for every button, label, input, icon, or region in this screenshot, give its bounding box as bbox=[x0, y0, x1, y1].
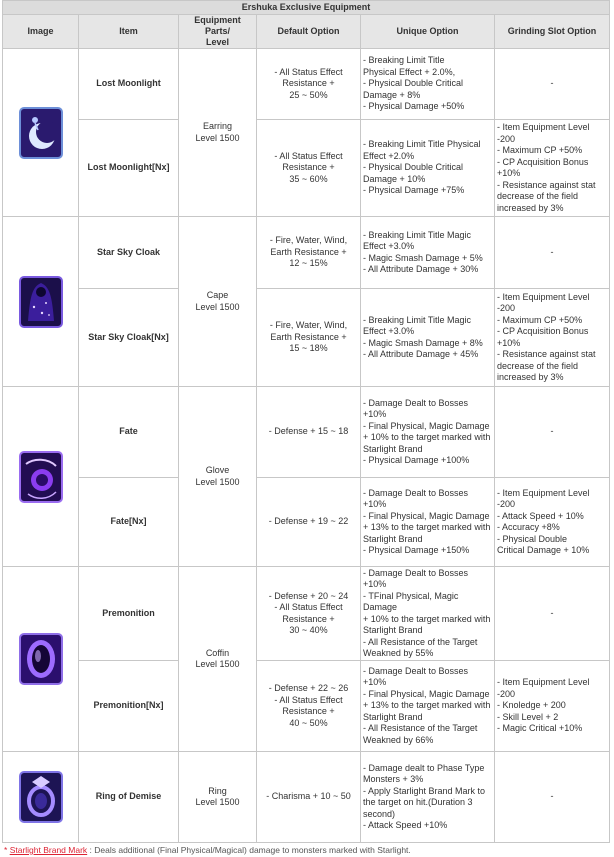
item-name: Fate bbox=[79, 387, 179, 478]
item-name: Premonition bbox=[79, 567, 179, 661]
item-name: Ring of Demise bbox=[79, 752, 179, 843]
table-row bbox=[3, 661, 610, 752]
header-image: Image bbox=[3, 15, 79, 49]
item-name: Lost Moonlight[Nx] bbox=[79, 120, 179, 217]
default-option: - Defense + 20 ~ 24 - All Status Effect Resistance + 30 ~ 40% bbox=[257, 567, 361, 661]
unique-option: - Breaking Limit Title Magic Effect +3.0% - Magic Smash Damage + 8% - All Attribute Damage + 45% bbox=[361, 289, 495, 387]
item-name: Premonition[Nx] bbox=[79, 661, 179, 752]
unique-option: - Breaking Limit Title Physical Effect + 2.0%, - Physical Double Critical Damage + 8% - Physical Damage +50% bbox=[361, 49, 495, 120]
item-image-cell bbox=[3, 387, 79, 567]
fate-glove-icon bbox=[18, 450, 64, 504]
table-row bbox=[3, 289, 610, 387]
item-image-cell bbox=[3, 217, 79, 387]
item-name: Fate[Nx] bbox=[79, 478, 179, 567]
equipment-table bbox=[2, 0, 610, 843]
footnote-text: : Deals additional (Final Physical/Magical) damage to monsters marked with Starlight. bbox=[87, 845, 411, 855]
table-row bbox=[3, 217, 610, 289]
default-option: - Defense + 22 ~ 26 - All Status Effect Resistance + 40 ~ 50% bbox=[257, 661, 361, 752]
equipment-part: Glove Level 1500 bbox=[179, 387, 257, 567]
grinding-option: - bbox=[495, 49, 610, 120]
footnote bbox=[4, 845, 411, 855]
unique-option: - Damage dealt to Phase Type Monsters + 3% - Apply Starlight Brand Mark to the target on hit.(Duration 3 second) - Attack Speed +10% bbox=[361, 752, 495, 843]
grinding-option: - bbox=[495, 752, 610, 843]
item-image-cell bbox=[3, 752, 79, 843]
default-option: - Fire, Water, Wind, Earth Resistance + 12 ~ 15% bbox=[257, 217, 361, 289]
unique-option: - Damage Dealt to Bosses +10% - TFinal Physical, Magic Damage + 10% to the target marked with Starlight Brand - All Resistance of the Target Weakned by 55% bbox=[361, 567, 495, 661]
item-name: Lost Moonlight bbox=[79, 49, 179, 120]
crescent-moon-earring-icon bbox=[18, 106, 64, 160]
header-equipment-parts: Equipment Parts/ Level bbox=[179, 15, 257, 49]
item-name: Star Sky Cloak[Nx] bbox=[79, 289, 179, 387]
grinding-option: - bbox=[495, 217, 610, 289]
equipment-part: Cape Level 1500 bbox=[179, 217, 257, 387]
item-image-cell bbox=[3, 567, 79, 752]
grinding-option: - Item Equipment Level -200 - Knoledge + 200 - Skill Level + 2 - Magic Critical +10% bbox=[495, 661, 610, 752]
unique-option: - Damage Dealt to Bosses +10% - Final Physical, Magic Damage + 13% to the target marked with Starlight Brand - All Resistance of the Target Weakned by 66% bbox=[361, 661, 495, 752]
default-option: - Fire, Water, Wind, Earth Resistance + 15 ~ 18% bbox=[257, 289, 361, 387]
ring-of-demise-icon bbox=[18, 770, 64, 824]
table-row bbox=[3, 120, 610, 217]
header-unique-option: Unique Option bbox=[361, 15, 495, 49]
starlight-brand-mark-link[interactable]: Starlight Brand Mark bbox=[9, 845, 88, 855]
header-default-option: Default Option bbox=[257, 15, 361, 49]
table-row bbox=[3, 752, 610, 843]
header-grinding-slot: Grinding Slot Option bbox=[495, 15, 610, 49]
star-sky-cloak-icon bbox=[18, 275, 64, 329]
default-option: - Charisma + 10 ~ 50 bbox=[257, 752, 361, 843]
default-option: - Defense + 19 ~ 22 bbox=[257, 478, 361, 567]
equipment-part: Earring Level 1500 bbox=[179, 49, 257, 217]
header-item: Item bbox=[79, 15, 179, 49]
unique-option: - Breaking Limit Title Physical Effect +2.0% - Physical Double Critical Damage + 10% - Physical Damage +75% bbox=[361, 120, 495, 217]
unique-option: - Damage Dealt to Bosses +10% - Final Physical, Magic Damage + 13% to the target marked with Starlight Brand - Physical Damage +150% bbox=[361, 478, 495, 567]
premonition-coffin-icon bbox=[18, 632, 64, 686]
table-row bbox=[3, 49, 610, 120]
equipment-part: Coffin Level 1500 bbox=[179, 567, 257, 752]
grinding-option: - Item Equipment Level -200 - Maximum CP +50% - CP Acquisition Bonus +10% - Resistance against stat decrease of the field increased by 3% bbox=[495, 120, 610, 217]
item-image-cell bbox=[3, 49, 79, 217]
grinding-option: - bbox=[495, 387, 610, 478]
item-name: Star Sky Cloak bbox=[79, 217, 179, 289]
default-option: - All Status Effect Resistance + 35 ~ 60% bbox=[257, 120, 361, 217]
grinding-option: - Item Equipment Level -200 - Maximum CP +50% - CP Acquisition Bonus +10% - Resistance against stat decrease of the field increased by 3% bbox=[495, 289, 610, 387]
table-row bbox=[3, 387, 610, 478]
footnote-star: * bbox=[4, 845, 8, 855]
table-row bbox=[3, 567, 610, 661]
default-option: - All Status Effect Resistance + 25 ~ 50% bbox=[257, 49, 361, 120]
table-row bbox=[3, 478, 610, 567]
table-title: Ershuka Exclusive Equipment bbox=[3, 1, 610, 15]
unique-option: - Breaking Limit Title Magic Effect +3.0% - Magic Smash Damage + 5% - All Attribute Damage + 30% bbox=[361, 217, 495, 289]
default-option: - Defense + 15 ~ 18 bbox=[257, 387, 361, 478]
grinding-option: - bbox=[495, 567, 610, 661]
grinding-option: - Item Equipment Level -200 - Attack Speed + 10% - Accuracy +8% - Physical Double Critical Damage + 10% bbox=[495, 478, 610, 567]
equipment-part: Ring Level 1500 bbox=[179, 752, 257, 843]
unique-option: - Damage Dealt to Bosses +10% - Final Physical, Magic Damage + 10% to the target marked with Starlight Brand - Physical Damage +100% bbox=[361, 387, 495, 478]
